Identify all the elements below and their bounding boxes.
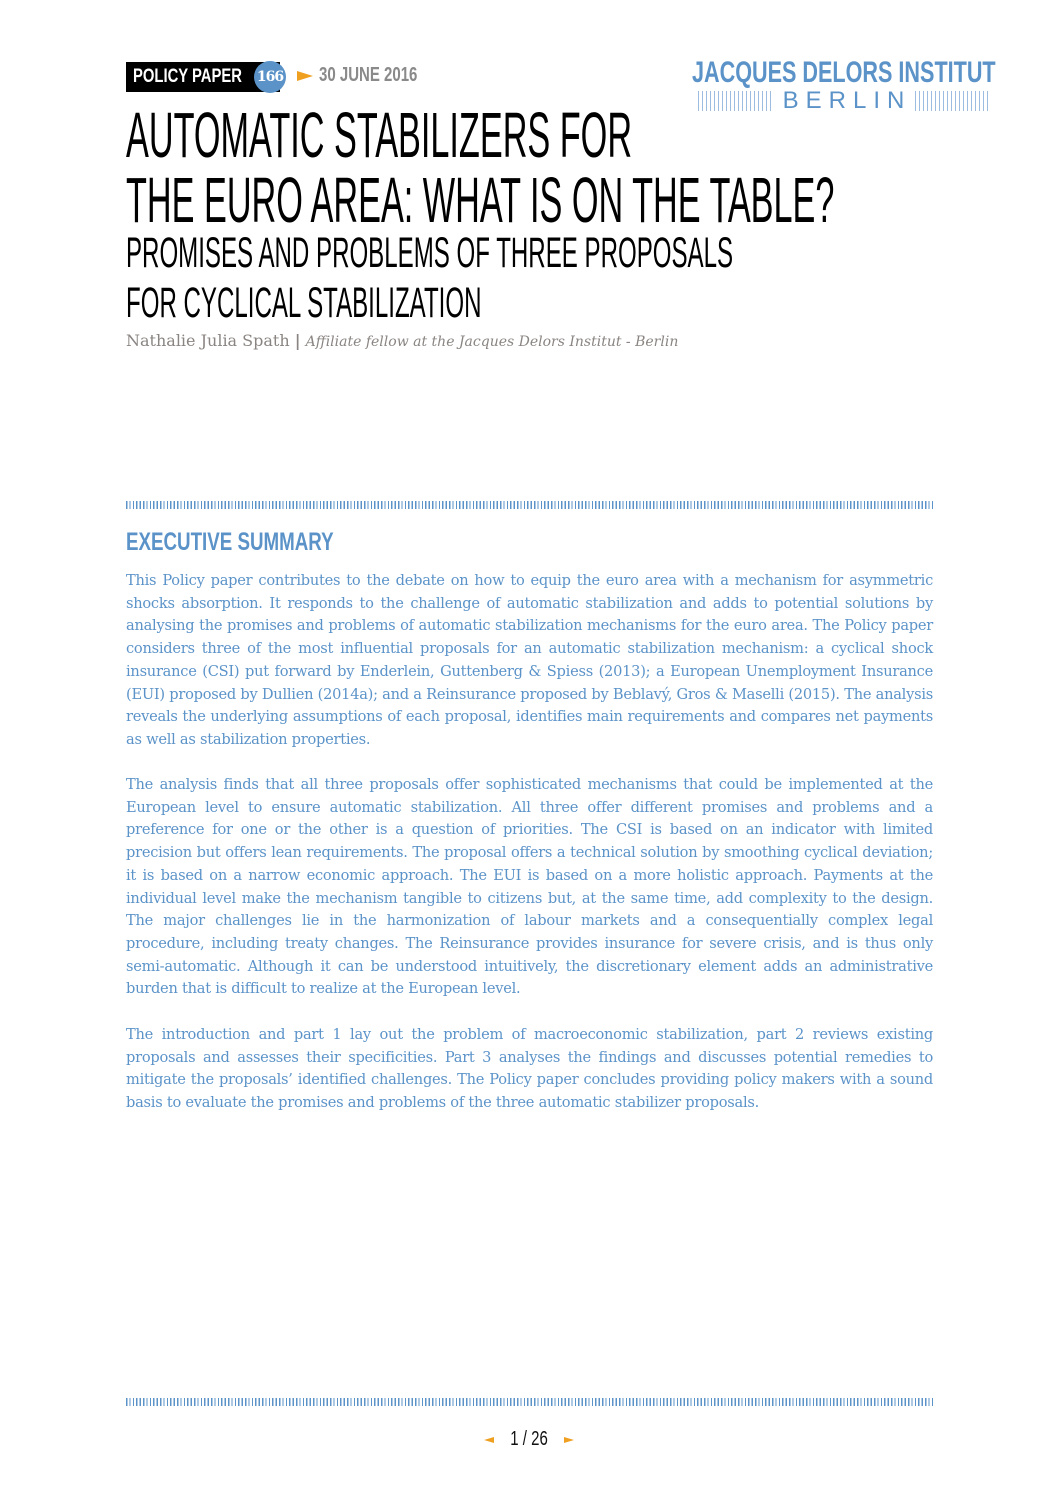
subtitle-line-1: PROMISES AND PROBLEMS OF THREE PROPOSALS bbox=[126, 229, 734, 277]
logo-ticks-left bbox=[698, 91, 773, 111]
arrow-right-icon bbox=[564, 1437, 574, 1443]
author-separator: | bbox=[294, 331, 301, 350]
author-line bbox=[126, 331, 678, 350]
arrow-left-icon bbox=[484, 1437, 494, 1443]
title-line-1: AUTOMATIC STABILIZERS FOR bbox=[126, 99, 633, 171]
logo-ticks-right bbox=[915, 91, 990, 111]
page-footer bbox=[0, 1428, 1058, 1451]
paper-number-badge: 166 bbox=[254, 61, 286, 93]
divider-top bbox=[126, 501, 933, 509]
summary-paragraph: The analysis finds that all three proposals offer sophisticated mechanisms that could be implemented at the European level to ensure automatic stabilization. All three offer different promises and problems and a preference for one or the other is a question of priorities. The CSI is based on an indicator with limited precision but offers lean requirements. The proposal offers a technical solution by smoothing cyclical deviation; it is based on a narrow economic approach. The EUI is based on a more holistic approach. Payments at the individual level make the mechanism tangible to citizens but, at the same time, add complexity to the design. The major challenges lie in the harmonization of labour markets and a consequentially complex legal procedure, including treaty changes. The Reinsurance provides insurance for severe crisis, and is thus only semi-automatic. Although it can be understood intuitively, the discretionary element adds an administrative burden that is difficult to realize at the European level. bbox=[126, 776, 933, 998]
author-name: Nathalie Julia Spath bbox=[126, 331, 290, 350]
institute-logo-subline bbox=[698, 87, 990, 114]
badge-label: POLICY PAPER bbox=[133, 66, 242, 87]
title-line-2: THE EURO AREA: WHAT IS ON THE TABLE? bbox=[126, 164, 835, 236]
author-affiliation: Affiliate fellow at the Jacques Delors Institut - Berlin bbox=[305, 334, 679, 350]
subtitle-line-2: FOR CYCLICAL STABILIZATION bbox=[126, 279, 482, 327]
page-number: 1 / 26 bbox=[510, 1428, 548, 1450]
summary-paragraph: The introduction and part 1 lay out the problem of macroeconomic stabilization, part 2 reviews existing proposals and assesses their specificities. Part 3 analyses the findings and discusses potential remedies to mitigate the proposals’ identified challenges. The Policy paper concludes providing policy makers with a sound basis to evaluate the promises and problems of the three automatic stabilizer proposals. bbox=[126, 1026, 933, 1112]
arrow-icon bbox=[297, 71, 313, 81]
logo-city: BERLIN bbox=[782, 87, 912, 114]
divider-bottom bbox=[126, 1398, 933, 1406]
section-heading: EXECUTIVE SUMMARY bbox=[126, 528, 334, 556]
institute-logo-name: JACQUES DELORS INSTITUT bbox=[692, 56, 996, 89]
summary-paragraph: This Policy paper contributes to the debate on how to equip the euro area with a mechanism for asymmetric shocks absorption. It responds to the challenge of automatic stabilization and adds to potential solutions by analysing the promises and problems of automatic stabilization mechanisms for the euro area. The Policy paper considers three of the most influential proposals for an automatic stabilization mechanism: a cyclical shock insurance (CSI) put forward by Enderlein, Guttenberg & Spiess (2013); a European Unemployment Insurance (EUI) proposed by Dullien (2014a); and a Reinsurance proposed by Beblavý, Gros & Maselli (2015). The analysis reveals the underlying assumptions of each proposal, identifies main requirements and compares net payments as well as stabilization properties. bbox=[126, 572, 933, 748]
publication-date: 30 JUNE 2016 bbox=[319, 64, 418, 86]
